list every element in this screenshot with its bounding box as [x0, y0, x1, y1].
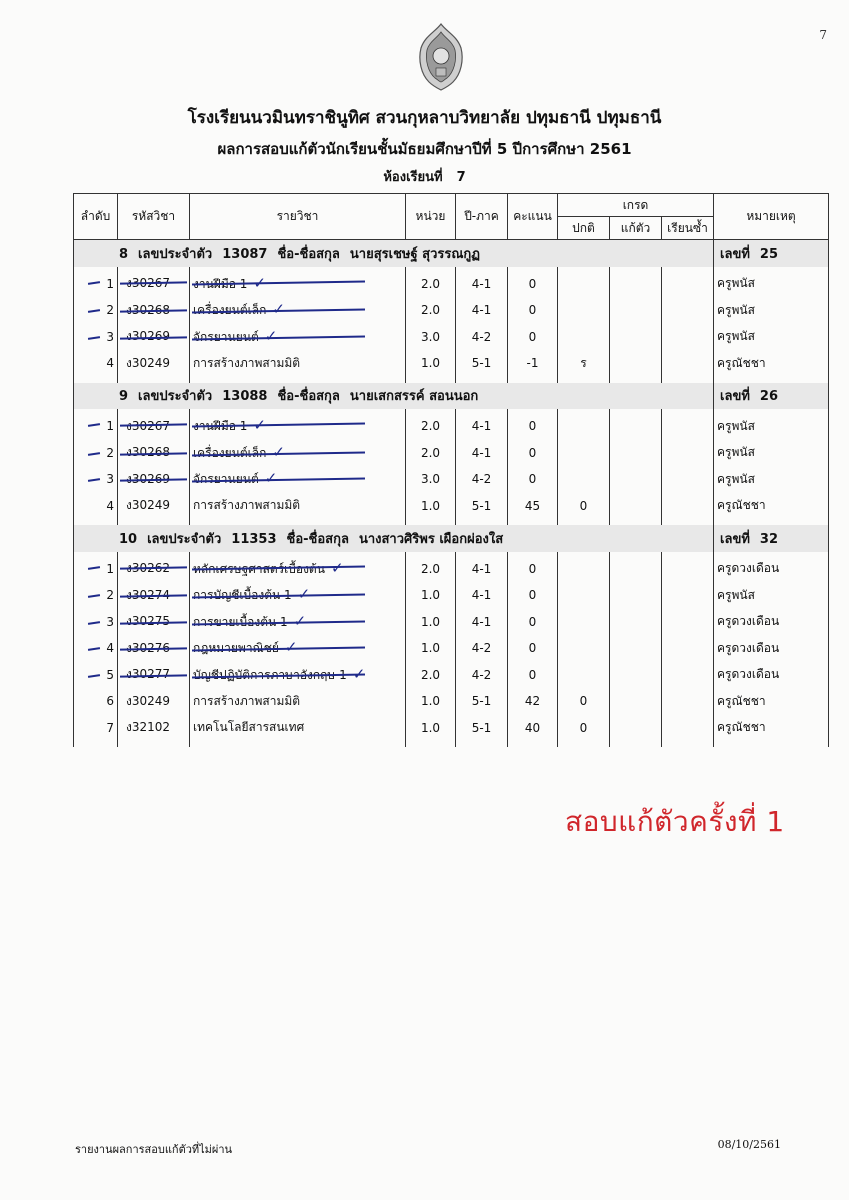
check-mark-icon: ✓ — [297, 585, 311, 604]
student-id: 11353 — [231, 531, 277, 547]
strike-mark — [120, 674, 187, 677]
row-order — [74, 440, 118, 467]
table-row — [74, 582, 829, 609]
row-term: 4-1 — [456, 440, 508, 467]
row-term: 4-2 — [456, 662, 508, 689]
row-order-value: 4 — [106, 498, 114, 513]
row-note: ครูดวงเดือน — [714, 609, 829, 636]
row-note: ครูพนัส — [714, 582, 829, 609]
strike-mark — [87, 478, 99, 482]
table-row — [74, 409, 829, 440]
student-no: 9 — [119, 389, 129, 405]
col-code: รหัสวิชา — [118, 194, 190, 240]
row-grade-normal: 0 — [558, 493, 610, 526]
row-score: 42 — [508, 688, 558, 715]
table-header — [74, 194, 829, 240]
row-code-value: ง30276 — [126, 640, 171, 655]
row-grade-retest — [610, 297, 662, 324]
row-subject-value: บัญชีปฏิบัติการภาษาอังกฤษ 1 — [193, 667, 347, 682]
strike-mark — [120, 452, 187, 455]
row-code-value: ง30262 — [126, 561, 171, 576]
room-line — [0, 166, 849, 187]
row-code — [118, 324, 190, 351]
row-score: 40 — [508, 715, 558, 748]
row-subject — [190, 662, 406, 689]
row-subject — [190, 582, 406, 609]
row-grade-repeat — [662, 662, 714, 689]
row-note: ครูณัชชา — [714, 350, 829, 383]
results-table — [73, 193, 829, 747]
strike-mark — [87, 452, 99, 456]
row-order-value: 1 — [106, 561, 114, 576]
student-name: นางสาวศิริพร เผือกผ่องใส — [358, 531, 504, 547]
row-grade-normal — [558, 440, 610, 467]
row-unit: 3.0 — [406, 466, 456, 493]
student-info — [74, 383, 714, 410]
row-term: 5-1 — [456, 688, 508, 715]
row-unit: 2.0 — [406, 662, 456, 689]
col-note: หมายเหตุ — [714, 194, 829, 240]
row-score: 0 — [508, 609, 558, 636]
strike-mark — [87, 647, 99, 651]
row-term: 4-1 — [456, 552, 508, 583]
row-note: ครูพนัส — [714, 267, 829, 298]
student-info — [74, 525, 714, 552]
row-code-value: ง30269 — [126, 471, 171, 486]
row-score: 0 — [508, 324, 558, 351]
table-row — [74, 440, 829, 467]
row-grade-repeat — [662, 350, 714, 383]
check-mark-icon: ✓ — [352, 664, 366, 683]
student-no: 8 — [119, 246, 129, 262]
table-row — [74, 493, 829, 526]
row-grade-repeat — [662, 466, 714, 493]
row-order-value: 5 — [106, 667, 114, 682]
footer-report-title: รายงานผลการสอบแก้ตัวที่ไม่ผ่าน — [75, 1143, 233, 1156]
school-name: โรงเรียนนวมินทราชินูทิศ สวนกุหลาบวิทยาลัย ปทุมธานี ปทุมธานี — [187, 108, 662, 128]
col-grade-repeat: เรียนซ้ำ — [662, 217, 714, 240]
strike-mark — [87, 621, 99, 625]
table-row — [74, 688, 829, 715]
row-unit: 1.0 — [406, 582, 456, 609]
row-grade-retest — [610, 715, 662, 748]
row-unit: 3.0 — [406, 324, 456, 351]
row-subject — [190, 409, 406, 440]
row-unit: 2.0 — [406, 297, 456, 324]
check-mark-icon: ✓ — [293, 611, 307, 630]
row-grade-normal — [558, 609, 610, 636]
row-order — [74, 409, 118, 440]
row-order-value: 1 — [106, 419, 114, 434]
row-order-value: 6 — [106, 694, 114, 709]
row-code — [118, 715, 190, 748]
row-order — [74, 582, 118, 609]
row-order — [74, 267, 118, 298]
footer-date: 08/10/2561 — [717, 1138, 781, 1151]
row-term: 5-1 — [456, 493, 508, 526]
table-row — [74, 297, 829, 324]
col-grade: เกรด — [558, 194, 714, 217]
student-row — [74, 383, 829, 410]
student-seat — [714, 240, 829, 267]
row-order — [74, 297, 118, 324]
row-order-value: 3 — [106, 329, 114, 344]
row-subject-value: จักรยานยนต์ — [193, 329, 259, 344]
student-id-label: เลขประจำตัว — [138, 389, 213, 405]
row-score: 0 — [508, 552, 558, 583]
row-code-value: ง30277 — [126, 667, 171, 682]
row-note: ครูพนัส — [714, 440, 829, 467]
room-number: 7 — [456, 170, 466, 185]
strike-mark — [120, 336, 187, 339]
row-subject — [190, 324, 406, 351]
row-unit: 2.0 — [406, 440, 456, 467]
row-grade-repeat — [662, 635, 714, 662]
seat-label: เลขที่ — [720, 246, 750, 262]
row-code-value: ง30249 — [126, 498, 171, 513]
row-code — [118, 688, 190, 715]
strike-mark — [87, 281, 99, 285]
row-grade-repeat — [662, 324, 714, 351]
check-mark-icon: ✓ — [284, 638, 298, 657]
row-order — [74, 609, 118, 636]
row-term: 5-1 — [456, 715, 508, 748]
row-score: 0 — [508, 466, 558, 493]
seat-number: 25 — [759, 246, 778, 262]
row-grade-normal: 0 — [558, 688, 610, 715]
row-note: ครูพนัส — [714, 409, 829, 440]
student-no: 10 — [119, 531, 138, 547]
row-score: 0 — [508, 440, 558, 467]
retest-stamp: สอบแก้ตัวครั้งที่ 1 — [565, 805, 785, 838]
strike-mark — [87, 566, 99, 570]
row-grade-normal — [558, 552, 610, 583]
row-code-value: ง30249 — [126, 355, 171, 370]
row-subject-value: การบัญชีเบื้องต้น 1 — [193, 588, 292, 603]
col-grade-retest: แก้ตัว — [610, 217, 662, 240]
row-score: 0 — [508, 582, 558, 609]
report-subtitle: ผลการสอบแก้ตัวนักเรียนชั้นมัธยมศึกษาปีที่ 5 ปีการศึกษา 2561 — [217, 140, 632, 158]
check-mark-icon: ✓ — [264, 469, 278, 488]
row-code-value: ง30268 — [126, 445, 171, 460]
row-code — [118, 440, 190, 467]
row-grade-retest — [610, 552, 662, 583]
strike-mark — [87, 336, 99, 340]
row-order — [74, 635, 118, 662]
row-code-value: ง30267 — [126, 276, 171, 291]
row-grade-normal — [558, 635, 610, 662]
row-grade-retest — [610, 582, 662, 609]
row-order — [74, 552, 118, 583]
row-subject-value: หลักเศรษฐศาสตร์เบื้องต้น — [193, 561, 325, 576]
row-score: 0 — [508, 297, 558, 324]
row-code-value: ง32102 — [126, 720, 171, 735]
table-body — [74, 240, 829, 748]
row-unit: 2.0 — [406, 552, 456, 583]
page-number: 7 — [819, 28, 827, 42]
row-code-value: ง30275 — [126, 614, 171, 629]
row-grade-retest — [610, 635, 662, 662]
row-note: ครูณัชชา — [714, 493, 829, 526]
row-term: 4-2 — [456, 466, 508, 493]
row-code — [118, 493, 190, 526]
row-subject — [190, 350, 406, 383]
row-term: 4-1 — [456, 582, 508, 609]
school-seal-icon — [417, 22, 465, 92]
row-unit: 1.0 — [406, 609, 456, 636]
row-grade-repeat — [662, 440, 714, 467]
row-subject-value: เครื่องยนต์เล็ก — [193, 303, 267, 318]
strike-mark — [120, 281, 187, 284]
row-unit: 1.0 — [406, 688, 456, 715]
strike-mark — [87, 309, 99, 313]
row-term: 4-1 — [456, 297, 508, 324]
row-subject-value: เครื่องยนต์เล็ก — [193, 445, 267, 460]
col-unit: หน่วย — [406, 194, 456, 240]
row-note: ครูณัชชา — [714, 688, 829, 715]
row-grade-retest — [610, 267, 662, 298]
row-grade-retest — [610, 409, 662, 440]
row-subject — [190, 297, 406, 324]
row-order-value: 4 — [106, 356, 114, 371]
row-grade-normal — [558, 324, 610, 351]
row-subject-value: กฎหมายพาณิชย์ — [193, 641, 279, 656]
student-name-label: ชื่อ-ชื่อสกุล — [286, 531, 349, 547]
seat-number: 26 — [759, 389, 778, 405]
col-grade-normal: ปกติ — [558, 217, 610, 240]
row-unit: 2.0 — [406, 267, 456, 298]
row-code — [118, 350, 190, 383]
room-label: ห้องเรียนที่ — [383, 170, 443, 185]
row-order — [74, 324, 118, 351]
check-mark-icon: ✓ — [264, 326, 278, 345]
row-code-value: ง30269 — [126, 329, 171, 344]
row-code-value: ง30274 — [126, 587, 171, 602]
row-code — [118, 635, 190, 662]
strike-mark — [120, 621, 187, 624]
row-grade-repeat — [662, 297, 714, 324]
row-subject — [190, 609, 406, 636]
row-score: -1 — [508, 350, 558, 383]
student-id: 13087 — [222, 246, 268, 262]
row-subject-value: การสร้างภาพสามมิติ — [193, 498, 301, 513]
row-unit: 2.0 — [406, 409, 456, 440]
student-row — [74, 240, 829, 267]
student-id-label: เลขประจำตัว — [138, 246, 213, 262]
row-subject-value: จักรยานยนต์ — [193, 472, 259, 487]
row-grade-retest — [610, 350, 662, 383]
row-code-value: ง30249 — [126, 693, 171, 708]
row-note: ครูณัชชา — [714, 715, 829, 748]
row-order — [74, 350, 118, 383]
row-code — [118, 297, 190, 324]
row-note: ครูดวงเดือน — [714, 635, 829, 662]
check-mark-icon: ✓ — [330, 558, 344, 577]
row-grade-repeat — [662, 609, 714, 636]
row-grade-normal — [558, 582, 610, 609]
student-seat — [714, 525, 829, 552]
table-row — [74, 267, 829, 298]
strike-mark — [120, 566, 187, 569]
row-grade-repeat — [662, 688, 714, 715]
row-grade-repeat — [662, 493, 714, 526]
row-grade-normal — [558, 662, 610, 689]
table-row — [74, 715, 829, 748]
strike-mark — [87, 423, 99, 427]
row-subject-value: การสร้างภาพสามมิติ — [193, 355, 301, 370]
seat-number: 32 — [759, 531, 778, 547]
row-note: ครูพนัส — [714, 466, 829, 493]
row-unit: 1.0 — [406, 493, 456, 526]
row-code — [118, 662, 190, 689]
row-subject-value: การขายเบื้องต้น 1 — [193, 614, 288, 629]
row-order — [74, 715, 118, 748]
row-unit: 1.0 — [406, 350, 456, 383]
table-row — [74, 662, 829, 689]
table-row — [74, 609, 829, 636]
col-order: ลำดับ — [74, 194, 118, 240]
row-order-value: 4 — [106, 641, 114, 656]
row-subject-value: การสร้างภาพสามมิติ — [193, 693, 301, 708]
row-order — [74, 662, 118, 689]
row-code — [118, 409, 190, 440]
table-row — [74, 466, 829, 493]
row-code-value: ง30268 — [126, 302, 171, 317]
row-order-value: 1 — [106, 276, 114, 291]
row-grade-retest — [610, 688, 662, 715]
row-grade-repeat — [662, 267, 714, 298]
col-subject: รายวิชา — [190, 194, 406, 240]
seat-label: เลขที่ — [720, 531, 750, 547]
row-subject — [190, 715, 406, 748]
row-code — [118, 609, 190, 636]
table-row — [74, 324, 829, 351]
student-id: 13088 — [222, 389, 268, 405]
row-grade-repeat — [662, 409, 714, 440]
row-order-value: 3 — [106, 472, 114, 487]
row-order-value: 2 — [106, 445, 114, 460]
row-score: 0 — [508, 635, 558, 662]
student-name-label: ชื่อ-ชื่อสกุล — [277, 389, 340, 405]
student-name: นายสุรเชษฐ์ สุวรรณกูฏ — [349, 246, 481, 262]
row-order — [74, 493, 118, 526]
table-row — [74, 635, 829, 662]
row-note: ครูดวงเดือน — [714, 662, 829, 689]
row-subject-value: งานฝีมือ 1 — [193, 419, 248, 434]
row-grade-normal: 0 — [558, 715, 610, 748]
col-score: คะแนน — [508, 194, 558, 240]
row-note: ครูดวงเดือน — [714, 552, 829, 583]
row-grade-repeat — [662, 552, 714, 583]
check-mark-icon: ✓ — [253, 273, 266, 292]
row-subject-value: งานฝีมือ 1 — [193, 276, 248, 291]
row-order-value: 7 — [106, 720, 114, 735]
table-row — [74, 350, 829, 383]
row-grade-retest — [610, 493, 662, 526]
row-grade-retest — [610, 466, 662, 493]
seat-label: เลขที่ — [720, 389, 750, 405]
col-term: ปี-ภาค — [456, 194, 508, 240]
check-mark-icon: ✓ — [272, 300, 285, 319]
row-grade-normal — [558, 267, 610, 298]
row-unit: 1.0 — [406, 635, 456, 662]
row-grade-repeat — [662, 582, 714, 609]
row-code — [118, 552, 190, 583]
row-grade-retest — [610, 440, 662, 467]
row-note: ครูพนัส — [714, 324, 829, 351]
row-grade-retest — [610, 609, 662, 636]
row-grade-retest — [610, 324, 662, 351]
student-id-label: เลขประจำตัว — [147, 531, 222, 547]
row-score: 0 — [508, 409, 558, 440]
row-subject — [190, 267, 406, 298]
row-order-value: 2 — [106, 303, 114, 318]
row-order-value: 2 — [106, 588, 114, 603]
row-grade-normal: ร — [558, 350, 610, 383]
table-row — [74, 552, 829, 583]
row-note: ครูพนัส — [714, 297, 829, 324]
row-order — [74, 466, 118, 493]
row-code — [118, 582, 190, 609]
row-score: 0 — [508, 267, 558, 298]
row-term: 4-1 — [456, 409, 508, 440]
row-term: 4-2 — [456, 635, 508, 662]
row-subject — [190, 440, 406, 467]
student-row — [74, 525, 829, 552]
row-grade-normal — [558, 466, 610, 493]
row-score: 0 — [508, 662, 558, 689]
row-unit: 1.0 — [406, 715, 456, 748]
row-term: 4-2 — [456, 324, 508, 351]
row-subject — [190, 688, 406, 715]
row-code — [118, 466, 190, 493]
student-name: นายเสกสรรค์ สอนนอก — [349, 389, 479, 405]
row-subject-value: เทคโนโลยีสารสนเทศ — [193, 720, 305, 735]
row-code — [118, 267, 190, 298]
row-grade-normal — [558, 297, 610, 324]
row-term: 4-1 — [456, 267, 508, 298]
student-seat — [714, 383, 829, 410]
strike-mark — [87, 674, 99, 678]
row-score: 45 — [508, 493, 558, 526]
row-subject — [190, 552, 406, 583]
row-grade-retest — [610, 662, 662, 689]
row-term: 4-1 — [456, 609, 508, 636]
row-subject — [190, 466, 406, 493]
row-order — [74, 688, 118, 715]
row-grade-normal — [558, 409, 610, 440]
check-mark-icon: ✓ — [253, 416, 266, 435]
strike-mark — [87, 594, 99, 598]
row-grade-repeat — [662, 715, 714, 748]
student-info — [74, 240, 714, 267]
row-code-value: ง30267 — [126, 418, 171, 433]
student-name-label: ชื่อ-ชื่อสกุล — [277, 246, 340, 262]
row-term: 5-1 — [456, 350, 508, 383]
row-order-value: 3 — [106, 614, 114, 629]
row-subject — [190, 635, 406, 662]
check-mark-icon: ✓ — [272, 442, 285, 461]
row-subject — [190, 493, 406, 526]
